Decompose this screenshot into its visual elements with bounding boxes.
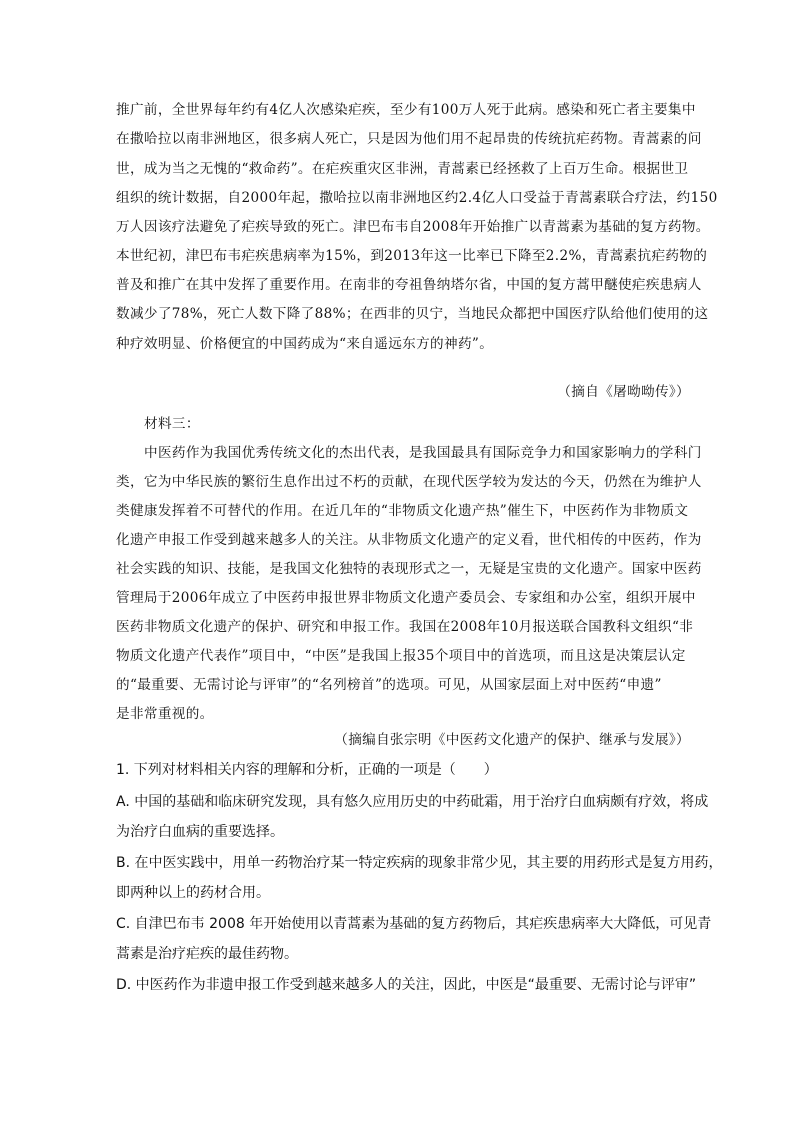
passage-line: 数减少了78%，死亡人数下降了88%；在西非的贝宁，当地民众都把中国医疗队给他们使用的这 xyxy=(116,306,709,322)
option-c[interactable]: C. 自津巴布韦 2008 年开始使用以青蒿素为基础的复方药物后，其疟疾患病率大大降低，可见青 xyxy=(116,916,712,932)
passage-line: 中医药作为我国优秀传统文化的杰出代表，是我国最具有国际竞争力和国家影响力的学科门 xyxy=(144,445,702,461)
passage-line: 物质文化遗产代表作”项目中，“中医”是我国上报35个项目中的首选项，而且这是决策层认定 xyxy=(116,648,686,664)
passage-line: 管理局于2006年成立了中医药申报世界非物质文化遗产委员会、专家组和办公室，组织开展中 xyxy=(116,590,696,606)
option-c-continued: 蒿素是治疗疟疾的最佳药物。 xyxy=(116,946,298,962)
passage-line: 化遗产申报工作受到越来越多人的关注。从非物质文化遗产的定义看，世代相传的中医药，作为 xyxy=(116,532,702,548)
passage-line: 在撒哈拉以南非洲地区，很多病人死亡，只是因为他们用不起昂贵的传统抗疟药物。青蒿素的问 xyxy=(116,131,702,147)
passage-line: 医药非物质文化遗产的保护、研究和申报工作。我国在2008年10月报送联合国教科文组织“非 xyxy=(116,619,694,635)
passage-line: 类健康发挥着不可替代的作用。在近几年的“非物质文化遗产热”催生下，中医药作为非物质文 xyxy=(116,503,689,519)
passage-line: 的“最重要、无需讨论与评审”的“名列榜首”的选项。可见，从国家层面上对中医药“申遗” xyxy=(116,677,662,693)
section-heading: 材料三： xyxy=(144,416,200,432)
passage-line: 推广前，全世界每年约有4亿人次感染疟疾，至少有100万人死于此病。感染和死亡者主要集中 xyxy=(116,102,696,118)
option-a-continued: 为治疗白血病的重要选择。 xyxy=(116,824,284,840)
source-citation: （摘自《屠呦呦传》） xyxy=(557,384,690,400)
passage-line: 类，它为中华民族的繁衍生息作出过不朽的贡献，在现代医学较为发达的今天，仍然在为维护人 xyxy=(116,474,702,490)
question-stem: 1. 下列对材料相关内容的理解和分析，正确的一项是（ ） xyxy=(116,762,498,778)
passage-line: 种疗效明显、价格便宜的中国药成为“来自遥远东方的神药”。 xyxy=(116,336,494,352)
passage-line: 是非常重视的。 xyxy=(116,706,214,722)
passage-line: 组织的统计数据，自2000年起，撒哈拉以南非洲地区约2.4亿人口受益于青蒿素联合疗法，约150 xyxy=(116,190,718,206)
passage-line: 社会实践的知识、技能，是我国文化独特的表现形式之一，无疑是宝贵的文化遗产。国家中医药 xyxy=(116,561,702,577)
option-b-continued: 即两种以上的药材合用。 xyxy=(116,885,270,901)
passage-line: 万人因该疗法避免了疟疾导致的死亡。津巴布韦自2008年开始推广以青蒿素为基础的复方药物。 xyxy=(116,219,710,235)
option-d[interactable]: D. 中医药作为非遗申报工作受到越来越多人的关注，因此，中医是“最重要、无需讨论与评审” xyxy=(116,977,697,993)
passage-line: 世，成为当之无愧的“救命药”。在疟疾重灾区非洲，青蒿素已经拯救了上百万生命。根据世卫 xyxy=(116,161,689,177)
passage-line: 普及和推广在其中发挥了重要作用。在南非的夸祖鲁纳塔尔省，中国的复方蒿甲醚使疟疾患病人 xyxy=(116,277,702,293)
option-b[interactable]: B. 在中医实践中，用单一药物治疗某一特定疾病的现象非常少见，其主要的用药形式是复方用药， xyxy=(116,855,723,871)
passage-line: 本世纪初，津巴布韦疟疾患病率为15%，到2013年这一比率已下降至2.2%，青蒿素抗疟药物的 xyxy=(116,248,708,264)
source-citation: （摘编自张宗明《中医药文化遗产的保护、继承与发展》） xyxy=(334,732,690,748)
option-a[interactable]: A. 中国的基础和临床研究发现，具有悠久应用历史的中药砒霜，用于治疗白血病颇有疗效，将成 xyxy=(116,794,709,810)
